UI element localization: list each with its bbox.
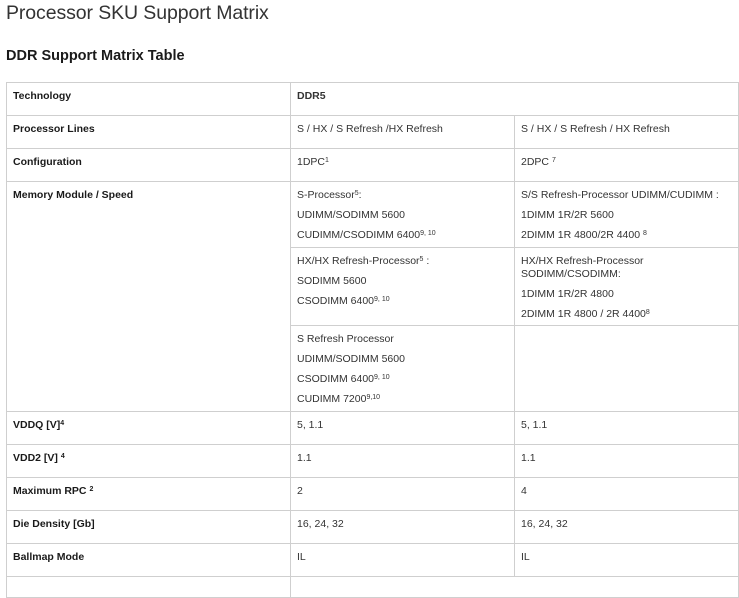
vdd2-label: VDD2 [V] $^4$ — [7, 445, 291, 478]
memory-b3c1-line2: CSODIMM 6400$^{9, 10}$ — [297, 373, 390, 385]
die-density-col2: 16, 24, 32 — [515, 511, 739, 544]
memory-b1c1-heading: S-Processor$^5$: — [297, 189, 362, 201]
vddq-col2: 5, 1.1 — [515, 412, 739, 445]
table-row-configuration — [7, 149, 739, 182]
configuration-col2-footnote: 7 — [551, 157, 556, 164]
configuration-col1-text: 1DPC — [297, 156, 326, 168]
table-row-vddq — [7, 412, 739, 445]
page-title: Processor SKU Support Matrix — [6, 2, 269, 24]
memory-b1c2-line2: 2DIMM 1R 4800/2R 4400 $^8$ — [521, 229, 647, 241]
vdd2-col2: 1.1 — [515, 445, 739, 478]
ballmap-col1: IL — [291, 544, 515, 577]
memory-b1c2-line1: 1DIMM 1R/2R 5600 — [521, 209, 614, 221]
configuration-col1 — [291, 149, 515, 182]
rpc-label: Maximum RPC $^2$ — [7, 478, 291, 511]
table-row-trailing — [7, 577, 739, 598]
rpc-col2: 4 — [515, 478, 739, 511]
memory-block3-col2-empty — [515, 326, 739, 412]
memory-b2c1-heading: HX/HX Refresh-Processor$^5$ : — [297, 255, 430, 267]
trailing-cell-values — [291, 577, 739, 598]
memory-block2-col2 — [515, 248, 739, 326]
technology-label: Technology — [7, 83, 291, 116]
memory-b3c1-line3: CUDIMM 7200$^{9,10}$ — [297, 393, 381, 405]
ddr-support-matrix-table — [6, 82, 739, 598]
rpc-col1: 2 — [291, 478, 515, 511]
die-density-label: Die Density [Gb] — [7, 511, 291, 544]
section-title: DDR Support Matrix Table — [6, 48, 185, 64]
memory-block1-col2 — [515, 182, 739, 248]
vddq-label: VDDQ $[V]^4$ — [7, 412, 291, 445]
configuration-col1-footnote: 1 — [325, 157, 329, 164]
configuration-col2 — [515, 149, 739, 182]
memory-b2c1-line1: SODIMM 5600 — [297, 275, 367, 287]
table-row-die-density — [7, 511, 739, 544]
memory-block1-col1 — [291, 182, 515, 248]
memory-b2c1-line2: CSODIMM 6400$^{9, 10}$ — [297, 295, 390, 307]
vdd2-col1: 1.1 — [291, 445, 515, 478]
die-density-col1: 16, 24, 32 — [291, 511, 515, 544]
memory-b1c2-heading: S/S Refresh-Processor UDIMM/CUDIMM : — [521, 189, 719, 201]
table-row-memory-1 — [7, 182, 739, 248]
memory-label: Memory Module / Speed — [7, 182, 291, 412]
memory-b3c1-line1: UDIMM/SODIMM 5600 — [297, 353, 405, 365]
table-row-rpc — [7, 478, 739, 511]
memory-block2-col1 — [291, 248, 515, 326]
technology-value: DDR5 — [291, 83, 739, 116]
processor-lines-label: Processor Lines — [7, 116, 291, 149]
memory-b2c2-line1: 1DIMM 1R/2R 4800 — [521, 288, 614, 300]
memory-b1c1-line1: UDIMM/SODIMM 5600 — [297, 209, 405, 221]
ballmap-label: Ballmap Mode — [7, 544, 291, 577]
configuration-label: Configuration — [7, 149, 291, 182]
memory-block3-col1 — [291, 326, 515, 412]
processor-lines-col2: S / HX / S Refresh / HX Refresh — [515, 116, 739, 149]
memory-b3c1-heading: S Refresh Processor — [297, 333, 394, 345]
processor-lines-col1: S / HX / S Refresh /HX Refresh — [291, 116, 515, 149]
table-row-ballmap — [7, 544, 739, 577]
trailing-cell — [7, 577, 291, 598]
ballmap-col2: IL — [515, 544, 739, 577]
configuration-col2-text: 2DPC — [521, 156, 550, 168]
table-row-vdd2 — [7, 445, 739, 478]
table-row-technology — [7, 83, 739, 116]
memory-b2c2-heading: HX/HX Refresh-Processor SODIMM/CSODIMM: — [521, 255, 644, 280]
memory-b1c1-line2: CUDIMM/CSODIMM 6400$^{9, 10}$ — [297, 229, 436, 241]
table-row-processor-lines — [7, 116, 739, 149]
memory-b2c2-line2: 2DIMM 1R 4800 / 2R 4400$^8$ — [521, 308, 650, 320]
vddq-col1: 5, 1.1 — [291, 412, 515, 445]
